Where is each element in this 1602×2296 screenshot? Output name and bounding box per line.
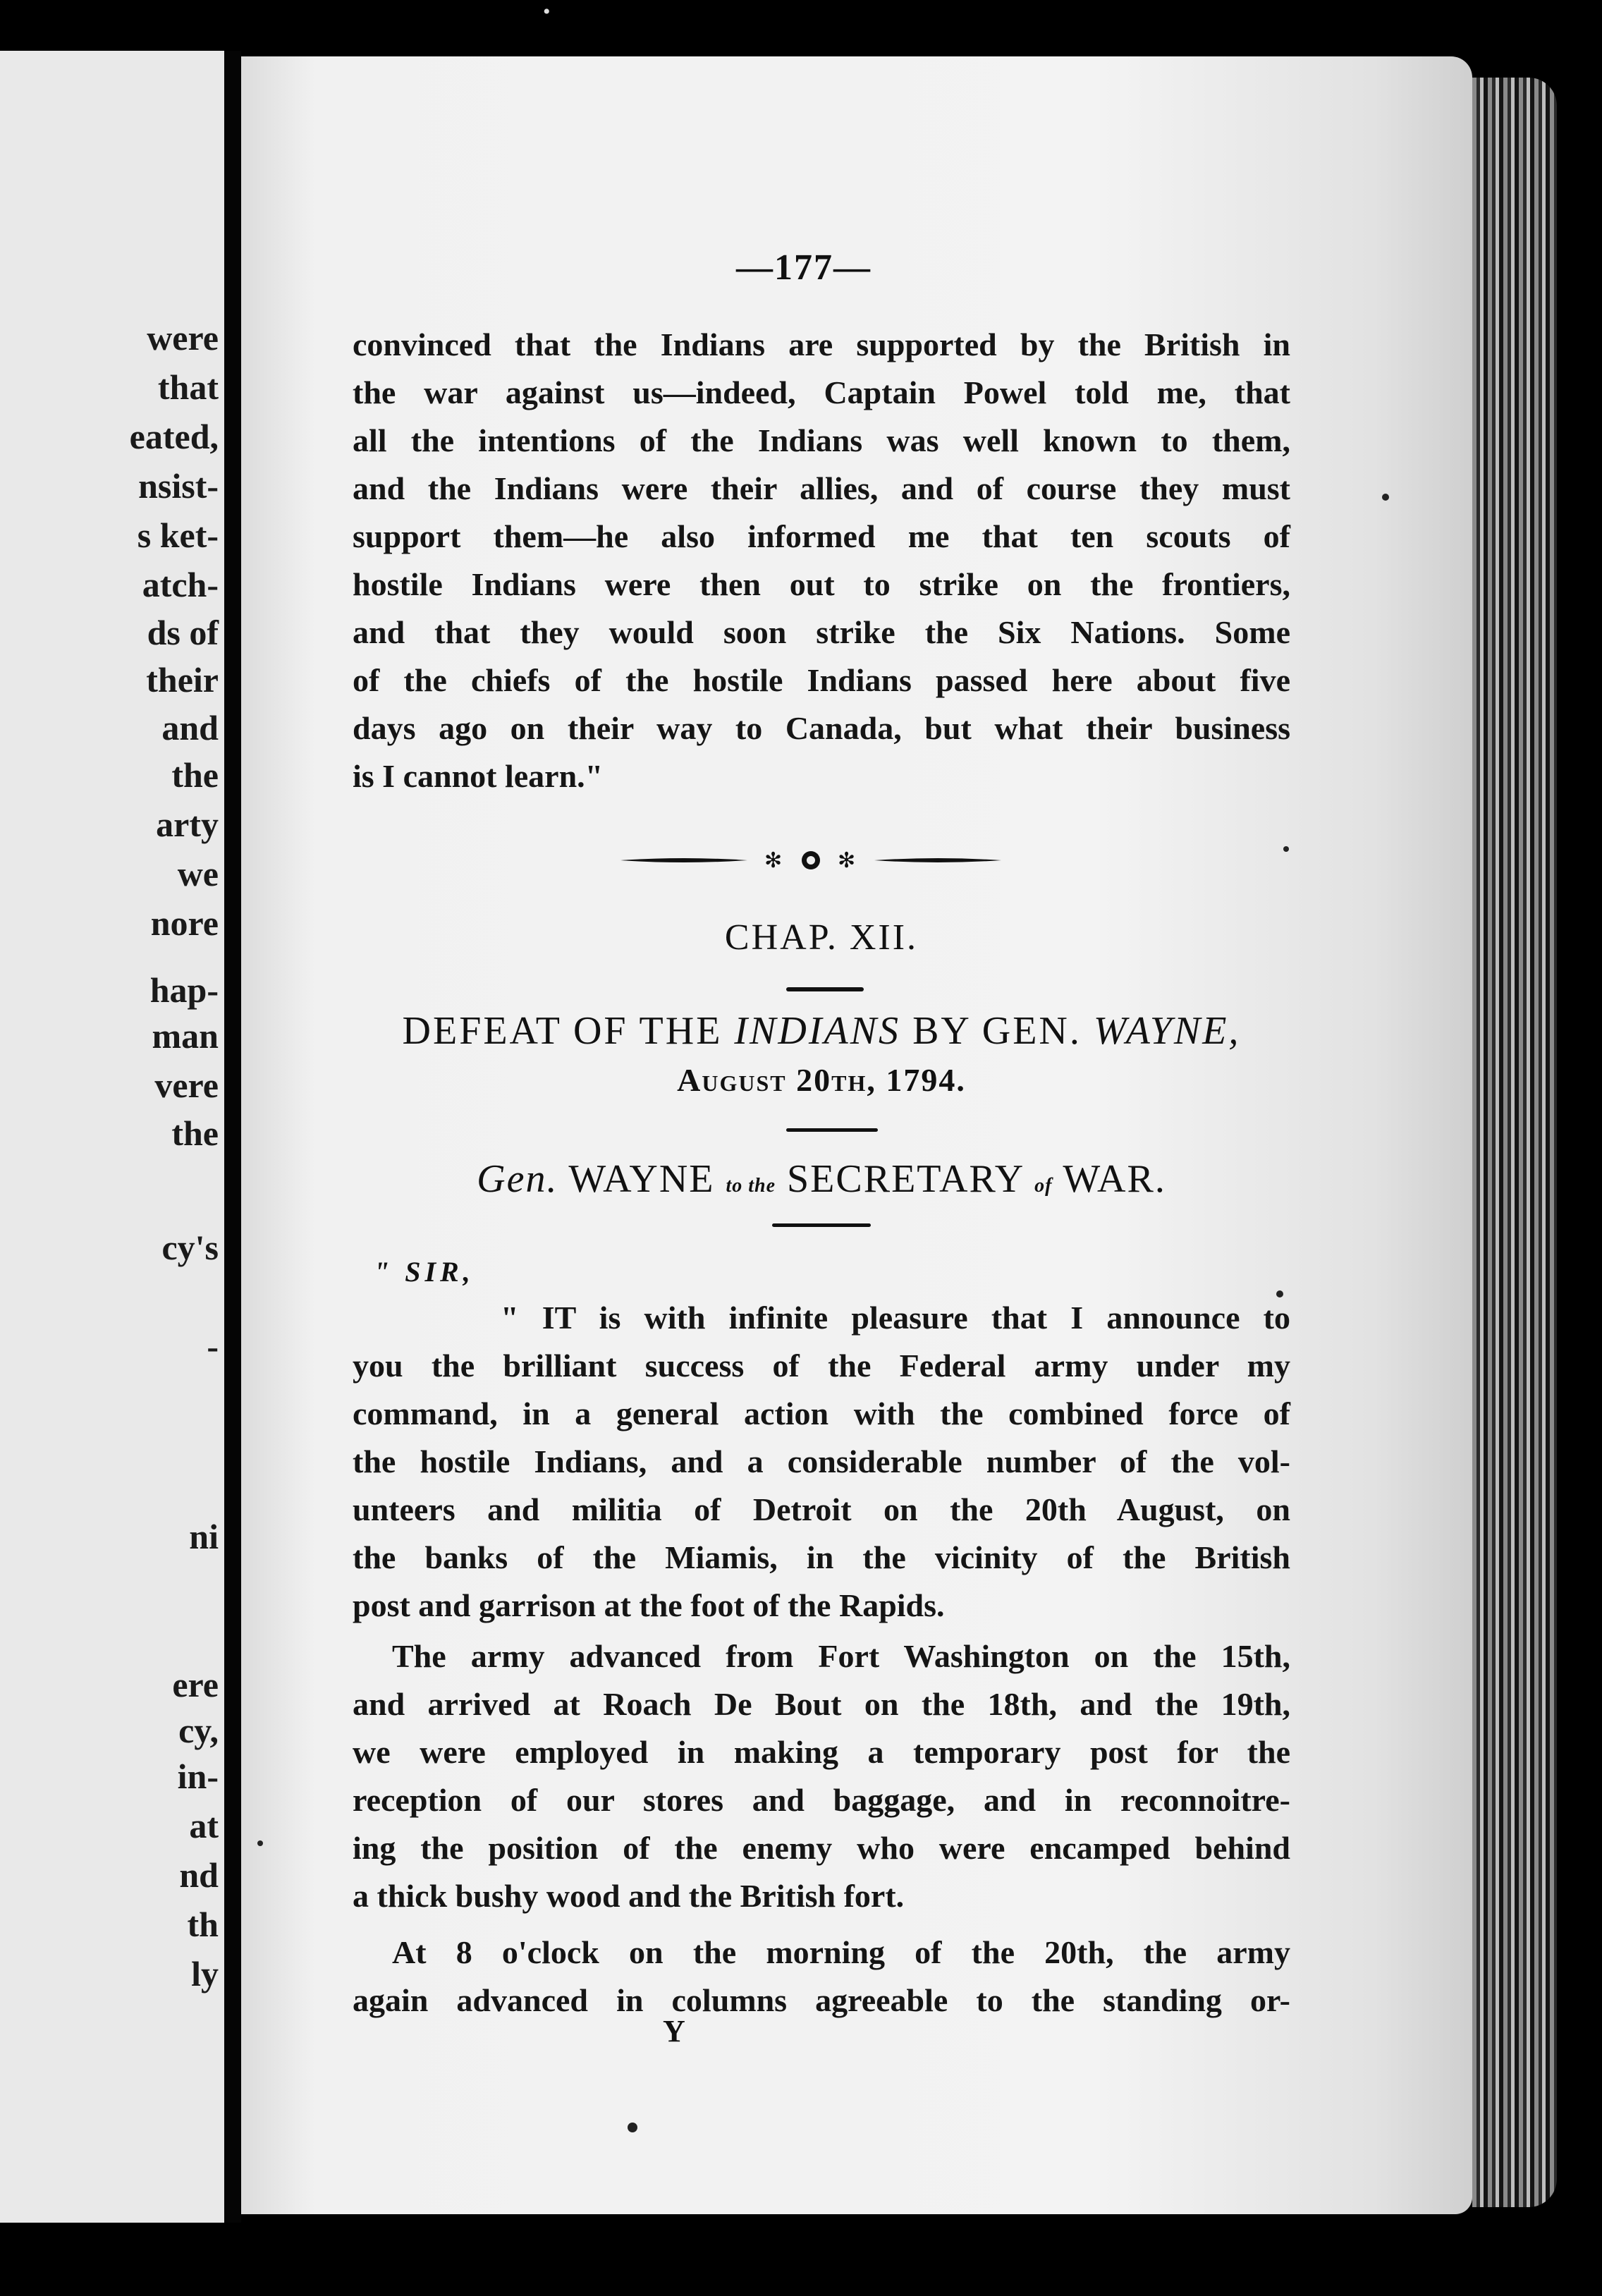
heading-wayne: WAYNE [558, 1157, 726, 1201]
letter-paragraph-2 [353, 1632, 1290, 1920]
ornament-divider [620, 846, 1001, 874]
heading-secretary: SECRETARY [776, 1157, 1035, 1201]
left-page-word: - [207, 1326, 219, 1366]
title-italic-wayne: WAYNE, [1093, 1009, 1241, 1053]
binding-mark: • [543, 0, 551, 23]
ink-speck [1276, 1290, 1283, 1297]
page-edges [1472, 78, 1557, 2207]
left-page-word: th [187, 1905, 219, 1944]
left-page-word: eated, [129, 417, 219, 456]
text-line: a thick bushy wood and the British fort. [353, 1878, 905, 1914]
rule-3 [772, 1223, 871, 1227]
heading-to-the: to the [726, 1175, 776, 1197]
paragraph-1 [353, 321, 1290, 800]
ink-speck [1283, 846, 1289, 852]
chapter-title [353, 1008, 1290, 1054]
left-page-word: man [152, 1016, 219, 1056]
ink-speck [1382, 494, 1389, 501]
signature-mark: Y [663, 2014, 685, 2048]
left-page-word: ds of [147, 613, 219, 652]
text-line: The army advanced from Fort Washington on the 15th, [392, 1638, 1290, 1674]
heading-of: of [1034, 1175, 1053, 1197]
text-line: the banks of the Miamis, in the vicinity of the British [353, 1539, 1290, 1575]
svg-text:✻: ✻ [764, 848, 783, 873]
text-line: " IT is with infinite pleasure that I announce to [501, 1300, 1290, 1336]
chapter-heading: CHAP. XII. [724, 917, 919, 958]
text-line: and that they would soon strike the Six Nations. Some [353, 614, 1290, 650]
text-line: post and garrison at the foot of the Rapids. [353, 1587, 945, 1623]
left-page-word: arty [156, 805, 219, 844]
chapter-date: August 20th, 1794. [677, 1062, 966, 1098]
heading-war: WAR. [1052, 1157, 1166, 1201]
title-part-2: BY GEN. [900, 1009, 1094, 1053]
letter-paragraph-3 [353, 1929, 1290, 2025]
left-page-word: cy, [178, 1711, 219, 1750]
left-page-word: were [147, 318, 219, 358]
left-page-word: ly [191, 1954, 219, 1993]
title-part-1: DEFEAT OF THE [402, 1009, 735, 1053]
left-page-fragment [0, 51, 224, 2223]
text-line: unteers and militia of Detroit on the 20th August, on [353, 1491, 1290, 1527]
left-page-word: their [146, 660, 219, 700]
left-page-word: ni [189, 1517, 219, 1556]
left-page-word: we [177, 854, 219, 893]
text-line: the war against us—indeed, Captain Powel told me, that [353, 374, 1290, 410]
text-line: days ago on their way to Canada, but what their business [353, 710, 1290, 746]
title-italic-indians: INDIANS [734, 1009, 901, 1053]
letter-heading [353, 1156, 1290, 1202]
text-line: reception of our stores and baggage, and in reconnoitre- [353, 1782, 1290, 1818]
text-line: you the brilliant success of the Federal army under my [353, 1348, 1290, 1384]
left-page-word: in- [177, 1757, 219, 1796]
svg-text:✻: ✻ [838, 848, 856, 873]
left-page-word: nsist- [138, 466, 219, 506]
book-gutter [224, 51, 241, 2223]
text-line: again advanced in columns agreeable to the standing or- [353, 1982, 1290, 2018]
left-page-word: atch- [142, 565, 219, 604]
text-line: all the intentions of the Indians was well known to them, [353, 422, 1290, 458]
left-page-word: nd [179, 1855, 219, 1895]
left-page-word: and [161, 708, 219, 747]
left-page-word: s ket- [137, 515, 219, 555]
text-line: At 8 o'clock on the morning of the 20th, the army [392, 1934, 1290, 1970]
left-page-word: vere [154, 1065, 219, 1105]
text-line: hostile Indians were then out to strike on the frontiers, [353, 566, 1290, 602]
ink-speck [628, 2123, 637, 2132]
text-line: and arrived at Roach De Bout on the 18th, and the 19th, [353, 1686, 1290, 1722]
page-number: —177— [736, 248, 872, 288]
left-page-word: that [157, 367, 219, 407]
left-page-word: at [189, 1806, 219, 1845]
text-line: of the chiefs of the hostile Indians passed here about five [353, 662, 1290, 698]
left-page-word: nore [150, 903, 219, 943]
letter-paragraph-1 [353, 1294, 1290, 1630]
left-page-word: the [171, 1113, 219, 1153]
ink-speck [257, 1840, 263, 1846]
text-line: the hostile Indians, and a considerable number of the vol- [353, 1443, 1290, 1479]
salutation: " SIR, [374, 1256, 475, 1288]
left-page-word: ere [172, 1665, 219, 1704]
text-line: we were employed in making a temporary post for the [353, 1734, 1290, 1770]
text-line: is I cannot learn." [353, 758, 604, 794]
text-line: and the Indians were their allies, and of course they must [353, 470, 1290, 506]
text-line: ing the position of the enemy who were encamped behind [353, 1830, 1290, 1866]
rule-1 [786, 987, 864, 991]
left-page-word: the [171, 755, 219, 795]
rule-2 [786, 1128, 878, 1132]
text-line: convinced that the Indians are supported by the British in [353, 326, 1290, 362]
left-page-word: cy's [161, 1228, 219, 1267]
left-page-word: hap- [149, 970, 219, 1010]
text-line: command, in a general action with the combined force of [353, 1396, 1290, 1431]
heading-gen: Gen. [477, 1157, 558, 1201]
text-line: support them—he also informed me that ten scouts of [353, 518, 1290, 554]
